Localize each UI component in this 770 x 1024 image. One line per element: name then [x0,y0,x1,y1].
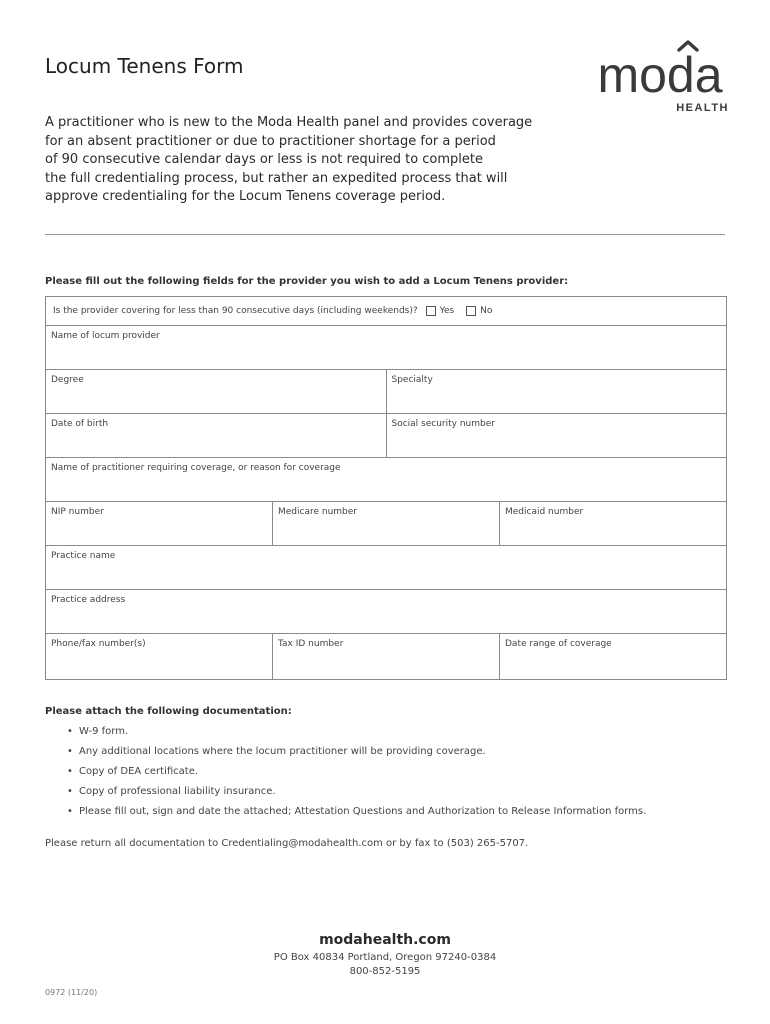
no-option[interactable] [466,306,492,316]
footer-website[interactable]: modahealth.com [319,932,451,948]
page-title: Locum Tenens Form [45,54,244,78]
form-row [46,414,726,458]
list-item: • Any additional locations where the locum practitioner will be providing coverage. [67,746,486,757]
form-row [46,502,726,546]
list-item: • Please fill out, sign and date the attached; Attestation Questions and Authorization to Release Information forms. [67,806,647,817]
practice-address-field[interactable]: Practice address [51,595,126,605]
list-item: • Copy of DEA certificate. [67,766,199,777]
footer-address: PO Box 40834 Portland, Oregon 97240-0384 [273,952,497,963]
specialty-field[interactable]: Specialty [391,375,433,385]
form-row [46,370,726,414]
locum-provider-name-field[interactable]: Name of locum provider [51,331,160,341]
form-row [46,326,726,370]
no-label: No [480,306,493,316]
list-item: • Copy of professional liability insurance. [67,786,276,797]
date-range-field[interactable]: Date range of coverage [505,639,612,649]
moda-health-logo [588,40,733,114]
logo-wordmark: moda [597,47,723,103]
medicaid-number-field[interactable]: Medicaid number [505,507,584,517]
return-instructions: Please return all documentation to Credentialing@modahealth.com or by fax to (503) 265-5707. [45,838,529,849]
form-row [46,546,726,590]
form-row [46,590,726,634]
footer-phone: 800-852-5195 [349,966,421,977]
yes-checkbox[interactable] [426,306,436,316]
coverage-question: Is the provider covering for less than 90 consecutive days (including weekends)? [53,306,418,316]
yes-option[interactable] [426,306,455,316]
attachments-list [67,726,646,826]
divider [45,234,725,235]
form-row [46,458,726,502]
degree-field[interactable]: Degree [46,370,387,413]
nip-number-field[interactable]: NIP number [46,502,273,545]
list-item: • W-9 form. [67,726,129,737]
medicare-number-field[interactable]: Medicare number [273,502,500,545]
form-row [46,634,726,679]
practitioner-name-field[interactable]: Name of practitioner requiring coverage, or reason for coverage [51,463,341,473]
attachments-title: Please attach the following documentation: [45,706,292,717]
ssn-field[interactable]: Social security number [391,419,495,429]
date-of-birth-field[interactable]: Date of birth [46,414,387,457]
intro-paragraph: A practitioner who is new to the Moda Health panel and provides coverage for an absent practitioner or due to practitioner shortage for a period of 90 consecutive calendar days or less is not required to complete the full credentialing process, but rather an expedited process that will approve credentialing for the Locum Tenens coverage period. [45,115,533,204]
form-instruction: Please fill out the following fields for the provider you wish to add a Locum Tenens provider: [45,276,569,287]
phone-fax-field[interactable]: Phone/fax number(s) [46,634,273,679]
no-checkbox[interactable] [466,306,476,316]
practice-name-field[interactable]: Practice name [51,551,116,561]
form-code: 0972 (11/20) [45,988,98,997]
provider-form [45,296,727,680]
tax-id-field[interactable]: Tax ID number [273,634,500,679]
logo-subtext: HEALTH [676,102,729,114]
yes-label: Yes [439,306,455,316]
coverage-question-row [46,297,726,326]
